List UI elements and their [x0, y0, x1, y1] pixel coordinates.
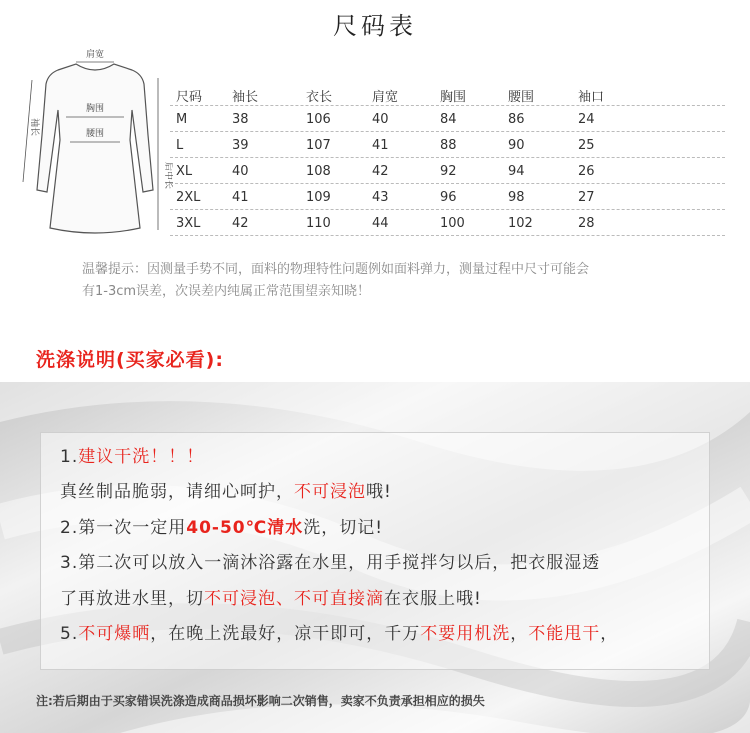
table-cell: 40	[232, 164, 249, 179]
wash-line-5	[60, 584, 482, 609]
wash-line-1	[60, 442, 204, 467]
table-cell: 86	[508, 112, 525, 127]
table-row	[170, 184, 725, 210]
table-cell: L	[176, 138, 184, 153]
table-cell: 42	[232, 216, 249, 231]
label-sleeve: 袖长	[29, 118, 39, 137]
table-cell: 43	[372, 190, 389, 205]
table-cell: 41	[372, 138, 389, 153]
wash-line-3	[60, 513, 383, 538]
table-cell: 96	[440, 190, 457, 205]
table-cell: 42	[372, 164, 389, 179]
table-cell: 24	[578, 112, 595, 127]
table-cell: 100	[440, 216, 465, 231]
no-spin-dry-warning: 不能甩干	[528, 624, 601, 644]
table-cell: 26	[578, 164, 595, 179]
table-cell: 106	[306, 112, 331, 127]
measurement-notice	[82, 259, 702, 303]
table-cell: 40	[372, 112, 389, 127]
no-sun-warning: 不可爆晒	[78, 624, 151, 644]
notice-line: 有1-3cm误差，次误差内纯属正常范围望亲知晓！	[82, 284, 371, 299]
column-header: 衣长	[306, 90, 333, 105]
table-cell: 25	[578, 138, 595, 153]
column-header: 胸围	[440, 90, 467, 105]
footnote: 注:若后期由于买家错误洗涤造成商品损坏影响二次销售，卖家不负责承担相应的损失	[36, 694, 485, 708]
table-header-row	[170, 80, 725, 106]
table-cell: 27	[578, 190, 595, 205]
table-cell: 84	[440, 112, 457, 127]
wash-text: 3.第二次可以放入一滴沐浴露在水里，用手搅拌匀以后，把衣服湿透	[60, 553, 601, 573]
table-cell: 94	[508, 164, 525, 179]
label-chest: 胸围	[85, 104, 105, 114]
table-cell: 90	[508, 138, 525, 153]
water-temperature-warning: 40-50℃清水	[186, 518, 304, 538]
size-table	[170, 80, 725, 236]
label-waist: 腰围	[85, 129, 105, 139]
table-cell: 39	[232, 138, 249, 153]
table-cell: 38	[232, 112, 249, 127]
wash-line-6	[60, 619, 618, 644]
wash-text: 了再放进水里，切	[60, 589, 204, 609]
label-length: 后中长	[163, 162, 173, 190]
wash-text: ，	[510, 624, 529, 644]
wash-line-2	[60, 477, 392, 502]
table-cell: 107	[306, 138, 331, 153]
label-shoulder: 肩宽	[85, 50, 105, 60]
table-cell: 2XL	[176, 190, 201, 205]
column-header: 腰围	[508, 90, 535, 105]
wash-instructions-title: 洗涤说明(买家必看):	[36, 349, 224, 371]
page-title: 尺码表	[333, 12, 417, 40]
table-cell: 44	[372, 216, 389, 231]
table-cell: 110	[306, 216, 331, 231]
table-cell: 102	[508, 216, 533, 231]
table-cell: 3XL	[176, 216, 201, 231]
table-cell: 98	[508, 190, 525, 205]
table-cell: 109	[306, 190, 331, 205]
table-cell: 41	[232, 190, 249, 205]
no-machine-wash-warning: 不要用机洗	[420, 624, 511, 644]
table-cell: XL	[176, 164, 193, 179]
wash-text: ，	[600, 624, 619, 644]
wash-text: 真丝制品脆弱，请细心呵护，	[60, 482, 294, 502]
column-header: 袖口	[578, 90, 605, 105]
column-header: 袖长	[232, 90, 259, 105]
wash-text: ，在晚上洗最好，凉干即可，千万	[150, 624, 421, 644]
table-cell: 28	[578, 216, 595, 231]
table-cell: 108	[306, 164, 331, 179]
no-soak-warning: 不可浸泡	[294, 482, 366, 502]
table-row	[170, 132, 725, 158]
wash-text: 洗，切记!	[303, 518, 384, 538]
wash-text: 5.	[60, 624, 79, 644]
column-header: 尺码	[176, 90, 203, 105]
table-row	[170, 210, 725, 236]
wash-line-1-number: 1.	[60, 447, 79, 467]
dress-diagram	[18, 40, 173, 240]
wash-text: 在衣服上哦!	[384, 589, 482, 609]
wash-line-4	[60, 548, 600, 573]
wash-text: 2.第一次一定用	[60, 518, 187, 538]
table-cell: 92	[440, 164, 457, 179]
table-cell: M	[176, 112, 188, 127]
table-row	[170, 158, 725, 184]
notice-line: 温馨提示：因测量手势不同，面料的物理特性问题例如面料弹力，测量过程中尺寸可能会	[82, 262, 590, 277]
table-cell: 88	[440, 138, 457, 153]
wash-text: 哦!	[366, 482, 392, 502]
table-row	[170, 106, 725, 132]
no-direct-drip-warning: 不可浸泡、不可直接滴	[204, 589, 384, 609]
dry-clean-warning: 建议干洗！！！	[78, 447, 205, 467]
column-header: 肩宽	[372, 90, 399, 105]
